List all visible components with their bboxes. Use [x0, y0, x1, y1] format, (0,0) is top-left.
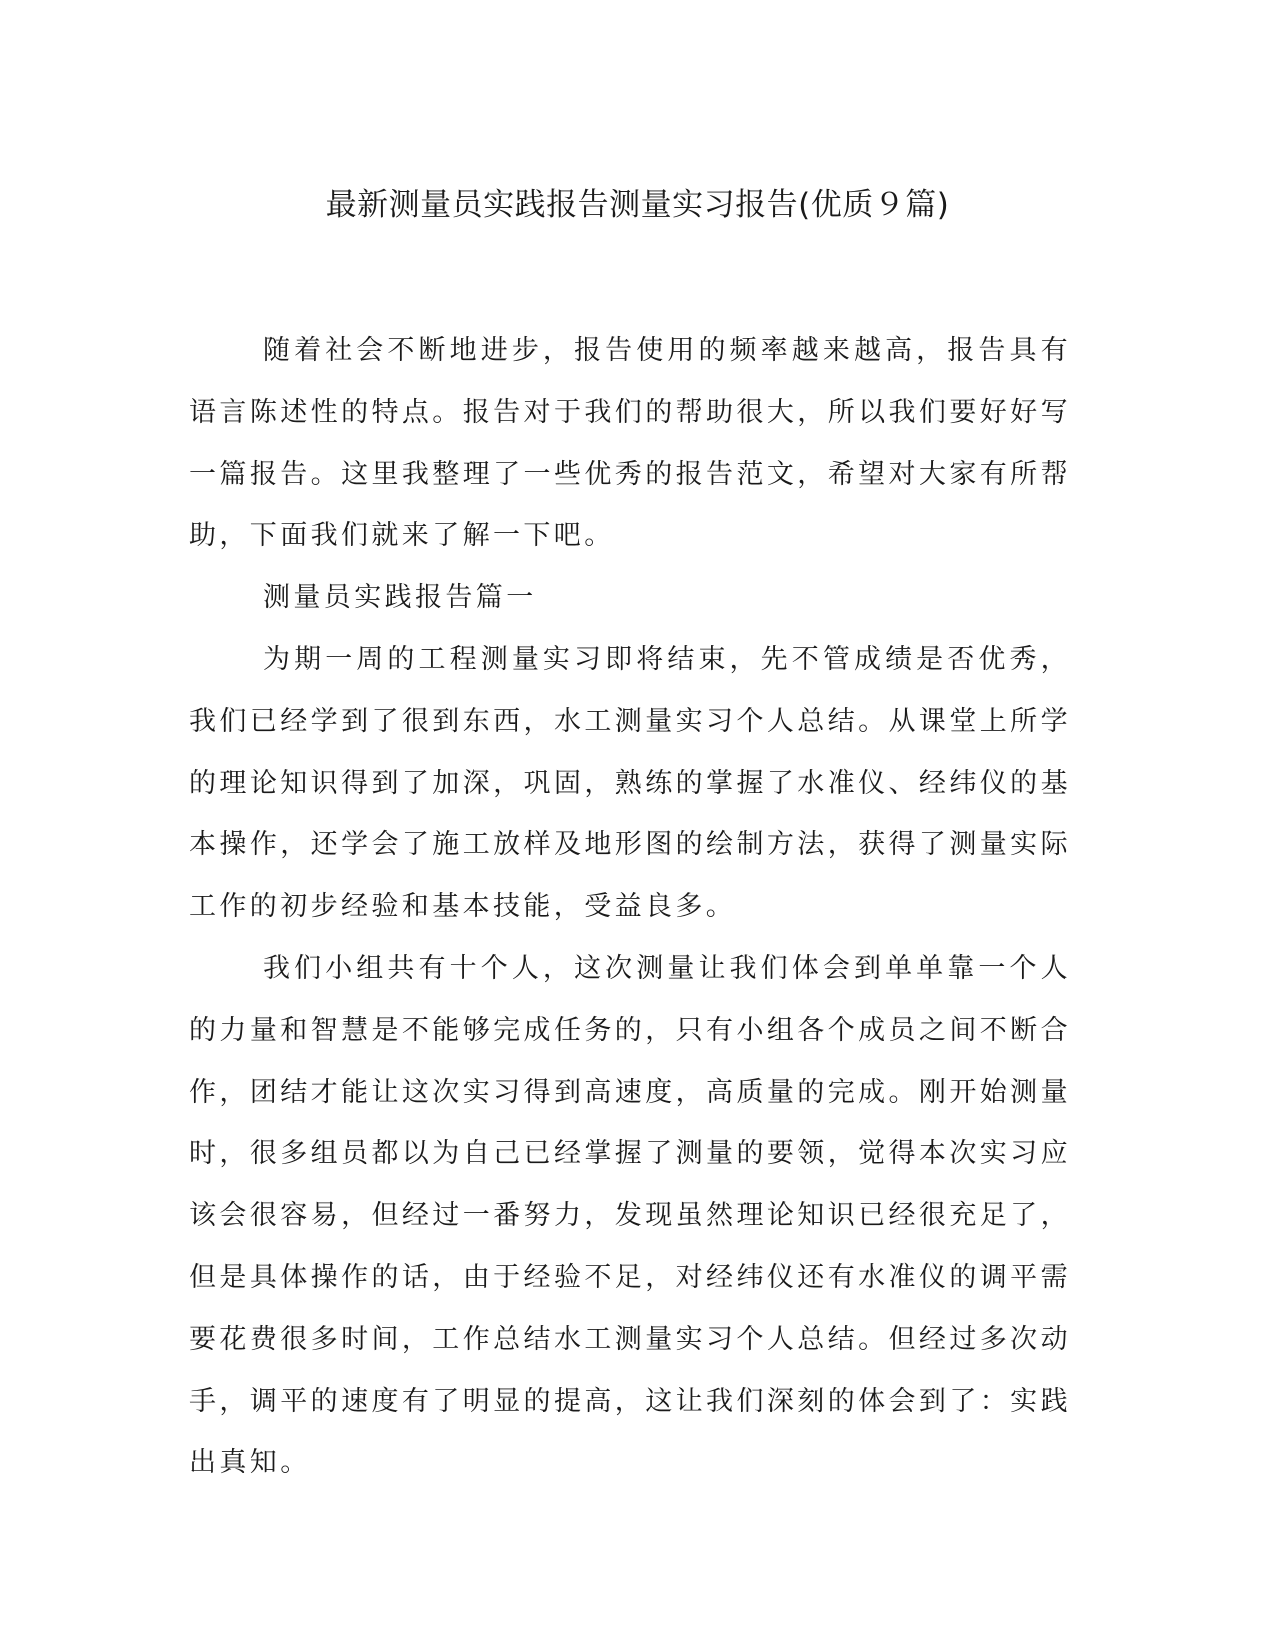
document-body — [189, 320, 1071, 1494]
body-paragraph-1: 为期一周的工程测量实习即将结束，先不管成绩是否优秀，我们已经学到了很到东西，水工测量实习个人总结。从课堂上所学的理论知识得到了加深，巩固，熟练的掌握了水准仪、经纬仪的基本操作，还学会了施工放样及地形图的绘制方法，获得了测量实际工作的初步经验和基本技能，受益良多。 — [189, 643, 1071, 923]
section-heading: 测量员实践报告篇一 — [263, 582, 537, 614]
document-title: 最新测量员实践报告测量实习报告(优质９篇) — [325, 187, 950, 223]
intro-paragraph: 随着社会不断地进步，报告使用的频率越来越高，报告具有语言陈述性的特点。报告对于我们的帮助很大，所以我们要好好写一篇报告。这里我整理了一些优秀的报告范文，希望对大家有所帮助，下面我们就来了解一下吧。 — [189, 335, 1071, 552]
body-paragraph-2: 我们小组共有十个人，这次测量让我们体会到单单靠一个人的力量和智慧是不能够完成任务的，只有小组各个成员之间不断合作，团结才能让这次实习得到高速度，高质量的完成。刚开始测量时，很多组员都以为自己已经掌握了测量的要领，觉得本次实习应该会很容易，但经过一番努力，发现虽然理论知识已经很充足了，但是具体操作的话，由于经验不足，对经纬仪还有水准仪的调平需要花费很多时间，工作总结水工测量实习个人总结。但经过多次动手，调平的速度有了明显的提高，这让我们深刻的体会到了：实践出真知。 — [189, 952, 1071, 1479]
